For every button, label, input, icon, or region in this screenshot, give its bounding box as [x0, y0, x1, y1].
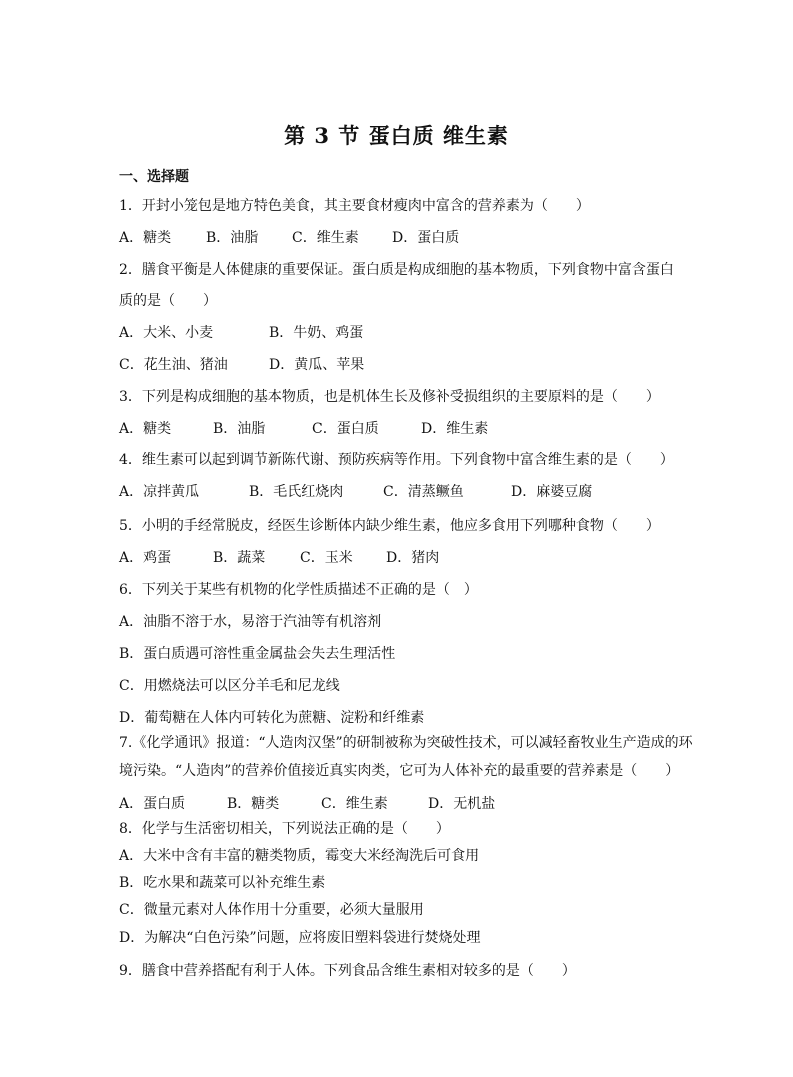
question-3-stem: 3．下列是构成细胞的基本物质，也是机体生长及修补受损组织的主要原料的是（ ） [119, 389, 660, 405]
question-7-stem: 7.《化学通讯》报道：“人造肉汉堡”的研制被称为突破性技术，可以减轻畜牧业生产造成的环 [119, 735, 693, 751]
section-heading: 一、选择题 [119, 169, 189, 185]
option-c: C．玉米 [300, 550, 353, 566]
option-d: D．无机盐 [428, 796, 496, 812]
option-d: D．蛋白质 [392, 230, 460, 246]
option-c: C．维生素 [321, 796, 388, 812]
option-d: D．猪肉 [386, 550, 440, 566]
question-1-stem: 1．开封小笼包是地方特色美食，其主要食材瘦肉中富含的营养素为（ ） [119, 198, 590, 214]
question-6-option-a: A．油脂不溶于水，易溶于汽油等有机溶剂 [119, 614, 382, 630]
option-d: D．维生素 [421, 421, 489, 437]
question-4-stem: 4．维生素可以起到调节新陈代谢、预防疾病等作用。下列食物中富含维生素的是（ ） [119, 452, 674, 468]
question-8-option-c: C．微量元素对人体作用十分重要，必须大量服用 [119, 902, 424, 918]
option-c: C．清蒸鳜鱼 [383, 484, 464, 500]
question-6-option-d: D．葡萄糖在人体内可转化为蔗糖、淀粉和纤维素 [119, 710, 425, 726]
option-b: B．牛奶、鸡蛋 [269, 325, 364, 341]
option-a: A．凉拌黄瓜 [119, 484, 200, 500]
option-c: C．花生油、猪油 [119, 357, 228, 373]
question-2-stem-cont: 质的是（ ） [119, 293, 217, 309]
question-2-stem: 2．膳食平衡是人体健康的重要保证。蛋白质是构成细胞的基本物质，下列食物中富含蛋白 [119, 262, 674, 278]
option-c: C．维生素 [292, 230, 359, 246]
option-c: C．蛋白质 [312, 421, 379, 437]
question-8-stem: 8．化学与生活密切相关，下列说法正确的是（ ） [119, 821, 450, 837]
question-6-option-b: B．蛋白质遇可溶性重金属盐会失去生理活性 [119, 646, 396, 662]
question-9-stem: 9．膳食中营养搭配有利于人体。下列食品含维生素相对较多的是（ ） [119, 963, 576, 979]
page-title: 第 3 节 蛋白质 维生素 [284, 123, 509, 148]
option-a: A．蛋白质 [119, 796, 186, 812]
option-b: B．油脂 [213, 421, 266, 437]
option-d: D．黄瓜、苹果 [269, 357, 365, 373]
option-b: B．毛氏红烧肉 [249, 484, 344, 500]
question-6-option-c: C．用燃烧法可以区分羊毛和尼龙线 [119, 678, 340, 694]
question-7-stem-cont: 境污染。“人造肉”的营养价值接近真实肉类，它可为人体补充的最重要的营养素是（ ） [119, 763, 680, 779]
option-b: B．蔬菜 [213, 550, 266, 566]
option-a: A．大米、小麦 [119, 325, 214, 341]
option-b: B．油脂 [206, 230, 259, 246]
question-8-option-d: D．为解决“白色污染”问题，应将废旧塑料袋进行焚烧处理 [119, 930, 481, 946]
question-6-stem: 6．下列关于某些有机物的化学性质描述不正确的是（ ） [119, 582, 478, 598]
option-b: B．糖类 [227, 796, 280, 812]
option-a: A．糖类 [119, 421, 172, 437]
question-8-option-b: B．吃水果和蔬菜可以补充维生素 [119, 875, 326, 891]
option-a: A．鸡蛋 [119, 550, 172, 566]
question-5-stem: 5．小明的手经常脱皮，经医生诊断体内缺少维生素，他应多食用下列哪种食物（ ） [119, 518, 660, 534]
option-d: D．麻婆豆腐 [511, 484, 593, 500]
option-a: A．糖类 [119, 230, 172, 246]
question-8-option-a: A．大米中含有丰富的糖类物质，霉变大米经淘洗后可食用 [119, 848, 480, 864]
